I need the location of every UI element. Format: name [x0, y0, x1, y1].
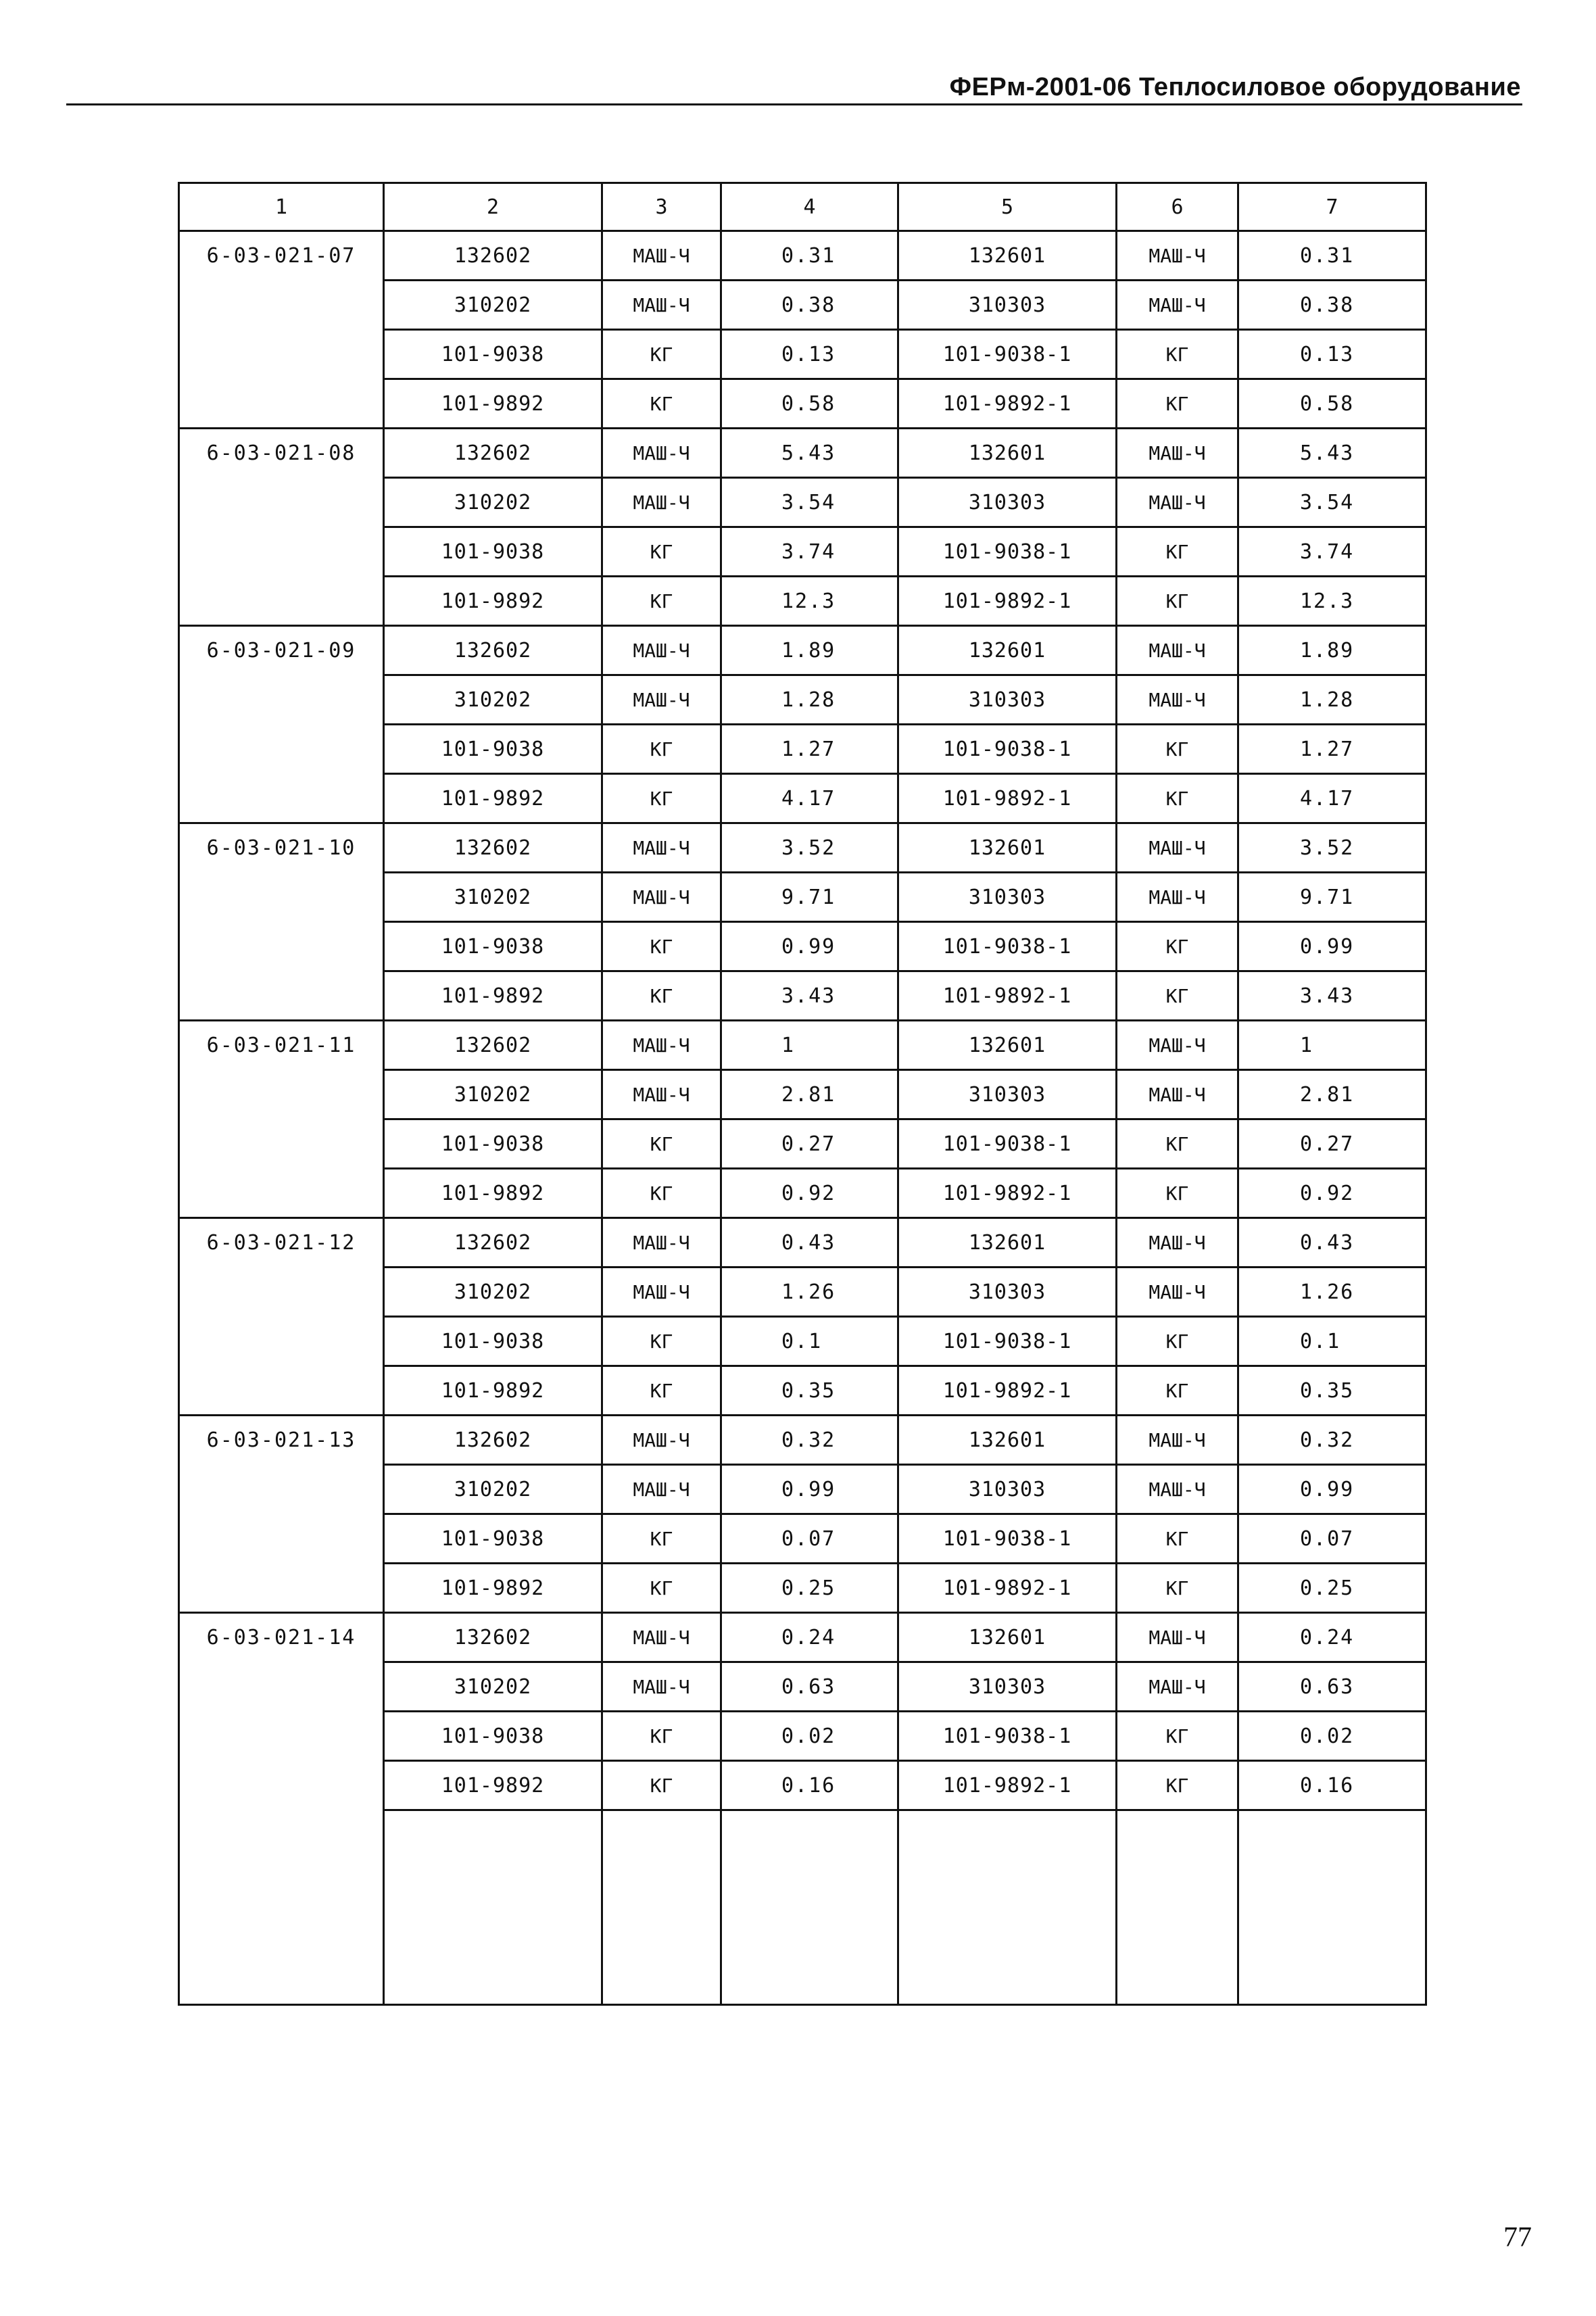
- quantity-cell: 0.1: [721, 1317, 898, 1366]
- quantity-cell: 1.26: [721, 1268, 898, 1317]
- replacement-code-cell: 101-9038-1: [898, 725, 1117, 774]
- norm-code-cell: 6-03-021-07: [179, 231, 384, 429]
- table-row: [179, 823, 1426, 873]
- quantity-cell: 4.17: [721, 774, 898, 823]
- quantity-cell: 0.27: [721, 1119, 898, 1169]
- replacement-quantity-cell: 0.58: [1238, 379, 1426, 429]
- unit-cell: КГ: [602, 1712, 721, 1761]
- table-row: [179, 1613, 1426, 1662]
- quantity-cell: 0.38: [721, 281, 898, 330]
- column-number-cell: 1: [179, 183, 384, 231]
- replacement-unit-cell: КГ: [1117, 1564, 1238, 1613]
- table-row: [179, 429, 1426, 478]
- replacement-quantity-cell: 0.16: [1238, 1761, 1426, 1810]
- quantity-cell: 0.35: [721, 1366, 898, 1416]
- replacement-code-cell: 101-9892-1: [898, 1761, 1117, 1810]
- replacement-code-cell: 132601: [898, 429, 1117, 478]
- replacement-quantity-cell: 0.31: [1238, 231, 1426, 281]
- norm-code-cell: 6-03-021-12: [179, 1218, 384, 1416]
- resource-code-cell: 101-9038: [384, 1712, 602, 1761]
- replacement-quantity-cell: 3.74: [1238, 527, 1426, 577]
- column-number-cell: 6: [1117, 183, 1238, 231]
- empty-cell: [1238, 1810, 1426, 2005]
- replacement-quantity-cell: 1.28: [1238, 675, 1426, 725]
- replacement-code-cell: 310303: [898, 675, 1117, 725]
- resource-code-cell: 101-9038: [384, 1514, 602, 1564]
- norm-code-cell: 6-03-021-14: [179, 1613, 384, 2005]
- replacement-unit-cell: МАШ-Ч: [1117, 626, 1238, 675]
- norm-code-cell: 6-03-021-10: [179, 823, 384, 1021]
- quantity-cell: 0.58: [721, 379, 898, 429]
- quantity-cell: 1.28: [721, 675, 898, 725]
- unit-cell: МАШ-Ч: [602, 1416, 721, 1465]
- resource-code-cell: 310202: [384, 1662, 602, 1712]
- table-row: [179, 231, 1426, 281]
- quantity-cell: 0.13: [721, 330, 898, 379]
- unit-cell: МАШ-Ч: [602, 675, 721, 725]
- resource-code-cell: 101-9038: [384, 1119, 602, 1169]
- unit-cell: КГ: [602, 1317, 721, 1366]
- resource-code-cell: 310202: [384, 281, 602, 330]
- replacement-unit-cell: КГ: [1117, 922, 1238, 971]
- resource-code-cell: 310202: [384, 1268, 602, 1317]
- quantity-cell: 0.99: [721, 1465, 898, 1514]
- replacement-unit-cell: МАШ-Ч: [1117, 429, 1238, 478]
- unit-cell: МАШ-Ч: [602, 478, 721, 527]
- resource-code-cell: 101-9892: [384, 1564, 602, 1613]
- resource-code-cell: 101-9892: [384, 971, 602, 1021]
- unit-cell: КГ: [602, 1761, 721, 1810]
- replacement-quantity-cell: 0.92: [1238, 1169, 1426, 1218]
- replacement-unit-cell: МАШ-Ч: [1117, 1268, 1238, 1317]
- unit-cell: КГ: [602, 379, 721, 429]
- unit-cell: КГ: [602, 577, 721, 626]
- quantity-cell: 0.63: [721, 1662, 898, 1712]
- replacement-quantity-cell: 1.89: [1238, 626, 1426, 675]
- unit-cell: МАШ-Ч: [602, 1021, 721, 1070]
- page-header-title: ФЕРм-2001-06 Теплосиловое оборудование: [949, 73, 1521, 101]
- replacement-code-cell: 132601: [898, 231, 1117, 281]
- resource-code-cell: 132602: [384, 1613, 602, 1662]
- empty-cell: [898, 1810, 1117, 2005]
- replacement-quantity-cell: 12.3: [1238, 577, 1426, 626]
- quantity-cell: 0.24: [721, 1613, 898, 1662]
- unit-cell: КГ: [602, 922, 721, 971]
- replacement-unit-cell: МАШ-Ч: [1117, 1613, 1238, 1662]
- replacement-unit-cell: МАШ-Ч: [1117, 1218, 1238, 1268]
- replacement-quantity-cell: 0.43: [1238, 1218, 1426, 1268]
- resource-code-cell: 101-9038: [384, 922, 602, 971]
- replacement-quantity-cell: 0.1: [1238, 1317, 1426, 1366]
- replacement-quantity-cell: 1: [1238, 1021, 1426, 1070]
- unit-cell: МАШ-Ч: [602, 281, 721, 330]
- quantity-cell: 5.43: [721, 429, 898, 478]
- column-number-cell: 5: [898, 183, 1117, 231]
- replacement-quantity-cell: 2.81: [1238, 1070, 1426, 1119]
- replacement-code-cell: 101-9038-1: [898, 527, 1117, 577]
- replacement-quantity-cell: 0.99: [1238, 922, 1426, 971]
- quantity-cell: 0.25: [721, 1564, 898, 1613]
- unit-cell: МАШ-Ч: [602, 1268, 721, 1317]
- replacement-code-cell: 310303: [898, 1070, 1117, 1119]
- replacement-code-cell: 101-9892-1: [898, 1366, 1117, 1416]
- replacement-code-cell: 310303: [898, 1268, 1117, 1317]
- header-rule: [66, 103, 1522, 105]
- unit-cell: КГ: [602, 330, 721, 379]
- resource-code-cell: 132602: [384, 1416, 602, 1465]
- replacement-unit-cell: КГ: [1117, 774, 1238, 823]
- replacement-unit-cell: КГ: [1117, 1514, 1238, 1564]
- replacement-unit-cell: МАШ-Ч: [1117, 1416, 1238, 1465]
- column-number-cell: 4: [721, 183, 898, 231]
- replacement-code-cell: 101-9038-1: [898, 1119, 1117, 1169]
- quantity-cell: 1.27: [721, 725, 898, 774]
- resource-code-cell: 101-9892: [384, 577, 602, 626]
- replacement-unit-cell: МАШ-Ч: [1117, 1465, 1238, 1514]
- replacement-code-cell: 132601: [898, 626, 1117, 675]
- replacement-quantity-cell: 0.24: [1238, 1613, 1426, 1662]
- table-body: [179, 183, 1426, 2005]
- unit-cell: МАШ-Ч: [602, 429, 721, 478]
- resource-code-cell: 101-9038: [384, 527, 602, 577]
- resource-code-cell: 132602: [384, 626, 602, 675]
- replacement-code-cell: 132601: [898, 823, 1117, 873]
- unit-cell: МАШ-Ч: [602, 1070, 721, 1119]
- unit-cell: МАШ-Ч: [602, 823, 721, 873]
- replacement-unit-cell: КГ: [1117, 577, 1238, 626]
- replacement-unit-cell: КГ: [1117, 527, 1238, 577]
- table-row: [179, 1416, 1426, 1465]
- norm-code-cell: 6-03-021-09: [179, 626, 384, 823]
- replacement-quantity-cell: 0.07: [1238, 1514, 1426, 1564]
- replacement-code-cell: 310303: [898, 1662, 1117, 1712]
- unit-cell: КГ: [602, 971, 721, 1021]
- quantity-cell: 9.71: [721, 873, 898, 922]
- resource-code-cell: 310202: [384, 478, 602, 527]
- replacement-unit-cell: КГ: [1117, 1169, 1238, 1218]
- unit-cell: МАШ-Ч: [602, 1662, 721, 1712]
- replacement-quantity-cell: 3.54: [1238, 478, 1426, 527]
- resource-code-cell: 310202: [384, 1465, 602, 1514]
- page-number: 77: [1503, 2222, 1532, 2253]
- column-number-cell: 3: [602, 183, 721, 231]
- column-number-row: [179, 183, 1426, 231]
- replacement-code-cell: 310303: [898, 873, 1117, 922]
- quantity-cell: 1.89: [721, 626, 898, 675]
- replacement-quantity-cell: 0.32: [1238, 1416, 1426, 1465]
- unit-cell: КГ: [602, 1169, 721, 1218]
- replacement-quantity-cell: 0.02: [1238, 1712, 1426, 1761]
- quantity-cell: 0.32: [721, 1416, 898, 1465]
- replacement-code-cell: 310303: [898, 281, 1117, 330]
- replacement-code-cell: 101-9038-1: [898, 1514, 1117, 1564]
- unit-cell: МАШ-Ч: [602, 1218, 721, 1268]
- quantity-cell: 0.16: [721, 1761, 898, 1810]
- unit-cell: КГ: [602, 1119, 721, 1169]
- quantity-cell: 0.43: [721, 1218, 898, 1268]
- replacement-code-cell: 101-9892-1: [898, 971, 1117, 1021]
- unit-cell: КГ: [602, 1366, 721, 1416]
- resource-code-cell: 132602: [384, 1021, 602, 1070]
- replacement-code-cell: 101-9038-1: [898, 922, 1117, 971]
- quantity-cell: 1: [721, 1021, 898, 1070]
- empty-cell: [1117, 1810, 1238, 2005]
- resource-code-cell: 101-9892: [384, 379, 602, 429]
- unit-cell: МАШ-Ч: [602, 1613, 721, 1662]
- quantity-cell: 2.81: [721, 1070, 898, 1119]
- empty-cell: [384, 1810, 602, 2005]
- unit-cell: КГ: [602, 527, 721, 577]
- unit-cell: КГ: [602, 774, 721, 823]
- replacement-quantity-cell: 1.27: [1238, 725, 1426, 774]
- replacement-code-cell: 132601: [898, 1613, 1117, 1662]
- replacement-quantity-cell: 0.13: [1238, 330, 1426, 379]
- resource-code-cell: 101-9038: [384, 725, 602, 774]
- replacement-unit-cell: МАШ-Ч: [1117, 823, 1238, 873]
- resource-replacement-table: [178, 182, 1427, 2006]
- quantity-cell: 3.74: [721, 527, 898, 577]
- replacement-unit-cell: КГ: [1117, 725, 1238, 774]
- replacement-quantity-cell: 0.35: [1238, 1366, 1426, 1416]
- replacement-code-cell: 310303: [898, 478, 1117, 527]
- replacement-code-cell: 132601: [898, 1218, 1117, 1268]
- norm-code-cell: 6-03-021-11: [179, 1021, 384, 1218]
- norm-code-cell: 6-03-021-08: [179, 429, 384, 626]
- replacement-code-cell: 101-9038-1: [898, 1712, 1117, 1761]
- replacement-unit-cell: КГ: [1117, 1712, 1238, 1761]
- unit-cell: КГ: [602, 725, 721, 774]
- quantity-cell: 0.07: [721, 1514, 898, 1564]
- quantity-cell: 0.31: [721, 231, 898, 281]
- replacement-code-cell: 310303: [898, 1465, 1117, 1514]
- quantity-cell: 0.02: [721, 1712, 898, 1761]
- replacement-quantity-cell: 3.52: [1238, 823, 1426, 873]
- table-row: [179, 1218, 1426, 1268]
- replacement-quantity-cell: 4.17: [1238, 774, 1426, 823]
- replacement-code-cell: 101-9038-1: [898, 330, 1117, 379]
- replacement-unit-cell: КГ: [1117, 1119, 1238, 1169]
- replacement-quantity-cell: 3.43: [1238, 971, 1426, 1021]
- quantity-cell: 0.92: [721, 1169, 898, 1218]
- replacement-code-cell: 101-9892-1: [898, 1169, 1117, 1218]
- quantity-cell: 3.43: [721, 971, 898, 1021]
- replacement-unit-cell: КГ: [1117, 1761, 1238, 1810]
- resource-code-cell: 310202: [384, 675, 602, 725]
- replacement-quantity-cell: 0.99: [1238, 1465, 1426, 1514]
- column-number-cell: 2: [384, 183, 602, 231]
- replacement-unit-cell: МАШ-Ч: [1117, 873, 1238, 922]
- column-number-cell: 7: [1238, 183, 1426, 231]
- replacement-quantity-cell: 9.71: [1238, 873, 1426, 922]
- unit-cell: КГ: [602, 1564, 721, 1613]
- resource-code-cell: 101-9892: [384, 1366, 602, 1416]
- replacement-unit-cell: МАШ-Ч: [1117, 1021, 1238, 1070]
- replacement-unit-cell: МАШ-Ч: [1117, 231, 1238, 281]
- replacement-unit-cell: МАШ-Ч: [1117, 478, 1238, 527]
- replacement-code-cell: 101-9038-1: [898, 1317, 1117, 1366]
- table-row: [179, 626, 1426, 675]
- quantity-cell: 3.52: [721, 823, 898, 873]
- replacement-unit-cell: КГ: [1117, 330, 1238, 379]
- replacement-quantity-cell: 0.63: [1238, 1662, 1426, 1712]
- resource-code-cell: 101-9892: [384, 1169, 602, 1218]
- replacement-code-cell: 101-9892-1: [898, 1564, 1117, 1613]
- quantity-cell: 0.99: [721, 922, 898, 971]
- unit-cell: МАШ-Ч: [602, 1465, 721, 1514]
- resource-code-cell: 101-9892: [384, 1761, 602, 1810]
- replacement-unit-cell: КГ: [1117, 1366, 1238, 1416]
- replacement-code-cell: 101-9892-1: [898, 577, 1117, 626]
- replacement-unit-cell: МАШ-Ч: [1117, 1662, 1238, 1712]
- resource-code-cell: 310202: [384, 873, 602, 922]
- unit-cell: МАШ-Ч: [602, 231, 721, 281]
- resource-code-cell: 310202: [384, 1070, 602, 1119]
- empty-cell: [602, 1810, 721, 2005]
- replacement-code-cell: 132601: [898, 1021, 1117, 1070]
- replacement-unit-cell: КГ: [1117, 379, 1238, 429]
- table-row: [179, 1021, 1426, 1070]
- unit-cell: КГ: [602, 1514, 721, 1564]
- replacement-code-cell: 101-9892-1: [898, 379, 1117, 429]
- replacement-unit-cell: КГ: [1117, 971, 1238, 1021]
- resource-code-cell: 132602: [384, 429, 602, 478]
- quantity-cell: 12.3: [721, 577, 898, 626]
- replacement-quantity-cell: 5.43: [1238, 429, 1426, 478]
- norm-code-cell: 6-03-021-13: [179, 1416, 384, 1613]
- replacement-unit-cell: МАШ-Ч: [1117, 1070, 1238, 1119]
- resource-code-cell: 132602: [384, 823, 602, 873]
- resource-code-cell: 132602: [384, 231, 602, 281]
- replacement-quantity-cell: 1.26: [1238, 1268, 1426, 1317]
- unit-cell: МАШ-Ч: [602, 873, 721, 922]
- replacement-unit-cell: КГ: [1117, 1317, 1238, 1366]
- resource-code-cell: 101-9038: [384, 1317, 602, 1366]
- quantity-cell: 3.54: [721, 478, 898, 527]
- resource-code-cell: 101-9038: [384, 330, 602, 379]
- resource-code-cell: 101-9892: [384, 774, 602, 823]
- replacement-code-cell: 132601: [898, 1416, 1117, 1465]
- replacement-unit-cell: МАШ-Ч: [1117, 675, 1238, 725]
- replacement-quantity-cell: 0.27: [1238, 1119, 1426, 1169]
- replacement-quantity-cell: 0.25: [1238, 1564, 1426, 1613]
- replacement-unit-cell: МАШ-Ч: [1117, 281, 1238, 330]
- replacement-code-cell: 101-9892-1: [898, 774, 1117, 823]
- replacement-quantity-cell: 0.38: [1238, 281, 1426, 330]
- resource-code-cell: 132602: [384, 1218, 602, 1268]
- unit-cell: МАШ-Ч: [602, 626, 721, 675]
- empty-cell: [721, 1810, 898, 2005]
